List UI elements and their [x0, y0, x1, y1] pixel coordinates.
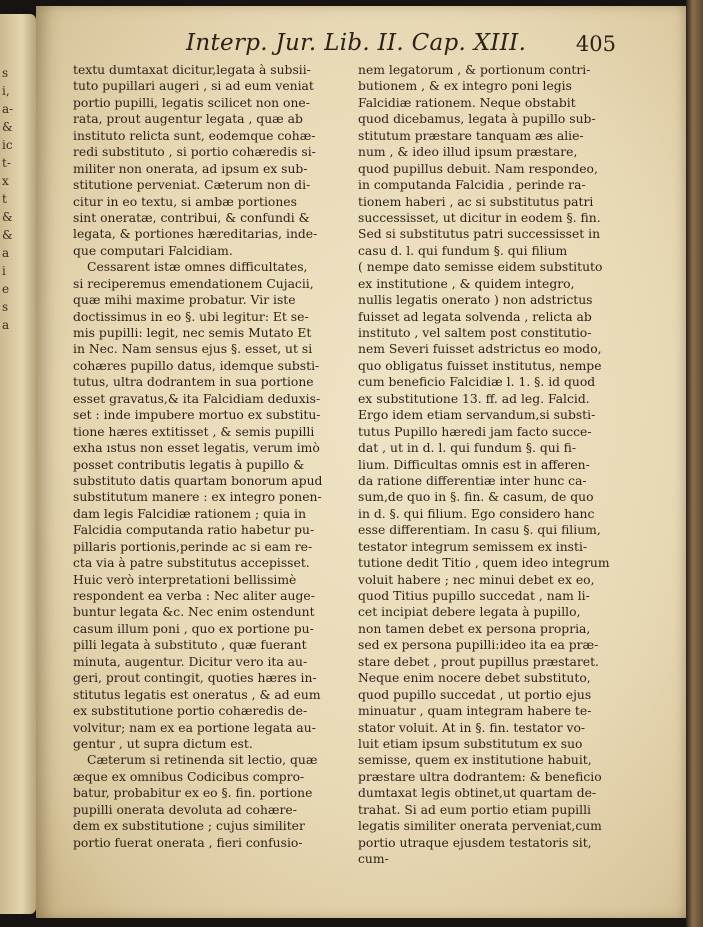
text-line: militer non onerata, ad ipsum ex sub-: [73, 161, 308, 176]
text-line: doctissimus in eo §. ubi legitur: Et se-: [73, 309, 309, 324]
text-line: legata, & portiones hæreditarias, inde-: [73, 227, 318, 242]
text-line: volvitur; nam ex ea portione legata au-: [73, 720, 316, 735]
text-line: testator integrum semissem ex insti-: [358, 539, 588, 554]
text-line: buntur legata &c. Nec enim ostendunt: [73, 605, 315, 620]
text-line: voluit habere ; nec minui debet ex eo,: [358, 572, 595, 587]
text-line: casum illum poni , quo ex portione pu-: [73, 621, 314, 636]
text-line: batur, probabitur ex eo §. fin. portione: [73, 786, 313, 801]
text-line: respondent ea verba : Nec aliter auge-: [73, 589, 315, 603]
text-line: Falcidia computanda ratio habetur pu-: [73, 523, 315, 538]
text-line: da ratione differentiæ inter hunc ca-: [358, 473, 587, 488]
text-line: tutus, ultra dodrantem in sua portione: [73, 375, 314, 390]
text-line: que computari Falcidiam.: [73, 243, 233, 258]
text-line: casu d. l. qui fundum §. qui filium: [358, 243, 568, 258]
text-line: redi substituto , si portio cohæredis si-: [73, 145, 316, 160]
page-header: [186, 30, 616, 60]
text-line: nullis legatis onerato ) non adstrictus: [358, 293, 593, 308]
text-line: quod pupillo succedat , ut portio ejus: [358, 687, 592, 702]
book-page: [36, 6, 686, 918]
margin-fragment: e: [2, 282, 10, 296]
text-line: esse differentiam. In casu §. qui filium,: [358, 523, 601, 538]
text-line: mis pupilli: legit, nec semis Mutato Et: [73, 326, 312, 340]
text-line: stare debet , prout pupillus præstaret.: [358, 654, 599, 669]
text-line: nem legatorum , & portionum contri-: [358, 63, 591, 77]
text-line: æque ex omnibus Codicibus compro-: [73, 769, 305, 784]
text-line: ( nempe dato semisse eidem substituto: [358, 260, 603, 275]
text-line: pillaris portionis,perinde ac si eam re-: [73, 539, 313, 554]
text-line: dat , ut in d. l. qui fundum §. qui fi-: [358, 441, 577, 456]
text-line: geri, prout contingit, quoties hæres in-: [73, 671, 317, 686]
text-line: fuisset ad legata solvenda , relicta ab: [358, 309, 592, 324]
text-line: ex substitutione 13. ff. ad leg. Falcid.: [358, 391, 590, 406]
text-line: legatis similiter onerata perveniat,cum: [358, 819, 602, 834]
running-head: Interp. Jur. Lib. II. Cap. XIII.: [186, 30, 527, 56]
text-line: si reciperemus emendationem Cujacii,: [73, 276, 314, 291]
text-line: rata, prout augentur legata , quæ ab: [73, 112, 303, 127]
text-line: pupilli onerata devoluta ad cohære-: [73, 802, 297, 817]
text-line: semisse, quem ex institutione habuit,: [358, 753, 592, 768]
margin-fragment: a: [2, 318, 10, 332]
text-line: quod Titius pupillo succedat , nam li-: [358, 589, 590, 603]
left-text-column: [73, 62, 348, 851]
text-line: instituto relicta sunt, eodemque cohæ-: [73, 128, 316, 143]
text-line: Ergo idem etiam servandum,si substi-: [358, 408, 596, 423]
text-line: cohæres pupillo datus, idemque substi-: [73, 358, 320, 373]
text-line: gentur , ut supra dictum est.: [73, 736, 253, 751]
text-line: lium. Difficultas omnis est in afferen-: [358, 457, 590, 472]
text-line: in Nec. Nam sensus ejus §. esset, ut si: [73, 342, 313, 357]
text-line: instituto , vel saltem post constitutio-: [358, 326, 592, 340]
text-line: set : inde impubere mortuo ex substitu-: [73, 408, 321, 423]
margin-fragment: &: [2, 210, 13, 224]
text-line: stitutus legatis est oneratus , & ad eum: [73, 687, 321, 702]
text-line: luit etiam ipsum substitutum ex suo: [358, 736, 583, 751]
text-line: cta via à patre substitutus accepisset.: [73, 556, 310, 571]
text-line: cum beneficio Falcidiæ l. 1. §. id quod: [358, 375, 596, 390]
text-line: dumtaxat legis obtinet,ut quartam de-: [358, 786, 597, 801]
text-line: Cæterum si retinenda sit lectio, quæ: [87, 753, 318, 768]
text-line: ex substitutione portio cohæredis de-: [73, 704, 308, 719]
text-line: posset contributis legatis à pupillo &: [73, 457, 305, 472]
text-line: substituto datis quartam bonorum apud: [73, 473, 323, 488]
text-line: Neque enim nocere debet substituto,: [358, 671, 591, 686]
text-line: quod pupillus debuit. Nam respondeo,: [358, 161, 598, 176]
margin-fragment: i,: [2, 84, 10, 98]
text-line: quod dicebamus, legata à pupillo sub-: [358, 112, 596, 127]
text-line: successisset, ut dicitur in eodem §. fin.: [358, 210, 601, 225]
margin-fragment: s: [2, 300, 9, 314]
text-line: tionem haberi , ac si substitutus patri: [358, 194, 594, 209]
text-line: trahat. Si ad eum portio etiam pupilli: [358, 802, 591, 817]
margin-fragment: &: [2, 228, 13, 242]
text-line: ex institutione , & quidem integro,: [358, 276, 575, 291]
text-line: portio pupilli, legatis scilicet non one-: [73, 95, 310, 110]
margin-fragment: t-: [2, 156, 11, 170]
text-line: minuta, augentur. Dicitur vero ita au-: [73, 654, 308, 669]
text-line: cum-: [358, 852, 389, 866]
text-line: dam legis Falcidiæ rationem ; quia in: [73, 506, 307, 521]
text-line: tutus Pupillo hæredi jam facto succe-: [358, 424, 592, 439]
text-line: minuatur , quam integram habere te-: [358, 704, 592, 719]
margin-fragment: x: [2, 174, 9, 188]
margin-fragment: &: [2, 120, 13, 134]
margin-fragment: ic: [2, 138, 13, 152]
text-line: stitutum præstare tanquam æs alie-: [358, 128, 584, 143]
text-line: portio utraque ejusdem testatoris sit,: [358, 835, 592, 850]
previous-page-edge: [0, 14, 36, 914]
text-line: in d. §. qui filium. Ego considero hanc: [358, 506, 595, 521]
text-line: sum,de quo in §. fin. & casum, de quo: [358, 490, 594, 505]
text-line: sed ex persona pupilli:ideo ita ea præ-: [358, 638, 599, 653]
text-line: esset gravatus,& ita Falcidiam deduxis-: [73, 391, 321, 406]
margin-fragment: i: [2, 264, 6, 278]
margin-fragment: a-: [2, 102, 14, 116]
text-line: Sed si substitutus patri successisset in: [358, 227, 601, 242]
text-line: non tamen debet ex persona propria,: [358, 621, 591, 636]
text-line: stator voluit. At in §. fin. testator vo-: [358, 720, 586, 735]
text-line: quo obligatus fuisset institutus, nempe: [358, 358, 602, 373]
text-line: tutione dedit Titio , quem ideo integrum: [358, 556, 610, 571]
text-line: cet incipiat debere legata à pupillo,: [358, 605, 581, 620]
text-line: textu dumtaxat dicitur,legata à subsii-: [73, 63, 311, 77]
margin-fragment: a: [2, 246, 10, 260]
text-line: Huic verò interpretationi bellissimè: [73, 572, 297, 587]
text-line: Cessarent istæ omnes difficultates,: [87, 260, 308, 275]
text-line: citur in eo textu, si ambæ portiones: [73, 194, 297, 209]
text-line: portio fuerat onerata , fieri confusio-: [73, 835, 303, 850]
text-line: Falcidiæ rationem. Neque obstabit: [358, 95, 576, 110]
text-line: exha ıstus non esset legatis, verum imò: [73, 441, 320, 456]
text-line: stitutione perveniat. Cæterum non di-: [73, 178, 311, 193]
text-line: tione hæres extitisset , & semis pupilli: [73, 424, 315, 439]
text-line: substitutum manere : ex integro ponen-: [73, 490, 322, 505]
page-number: 405: [575, 32, 616, 56]
right-text-column: [358, 62, 648, 867]
text-line: sint oneratæ, contribui, & confundi &: [73, 210, 310, 225]
book-cover-edge: [686, 0, 703, 927]
margin-fragment: t: [2, 192, 7, 206]
text-line: quæ mihi maxime probatur. Vir iste: [73, 293, 296, 308]
text-line: num , & ideo illud ipsum præstare,: [358, 145, 578, 160]
text-line: tuto pupillari augeri , si ad eum veniat: [73, 79, 314, 94]
text-line: pilli legata à substituto , quæ fuerant: [73, 638, 307, 653]
text-line: præstare ultra dodrantem: & beneficio: [358, 769, 602, 784]
margin-fragment: s: [2, 66, 9, 80]
text-line: dem ex substitutione ; cujus similiter: [73, 819, 305, 834]
text-line: in computanda Falcidia , perinde ra-: [358, 178, 586, 193]
text-line: butionem , & ex integro poni legis: [358, 79, 572, 94]
text-line: nem Severi fuisset adstrictus eo modo,: [358, 342, 602, 357]
